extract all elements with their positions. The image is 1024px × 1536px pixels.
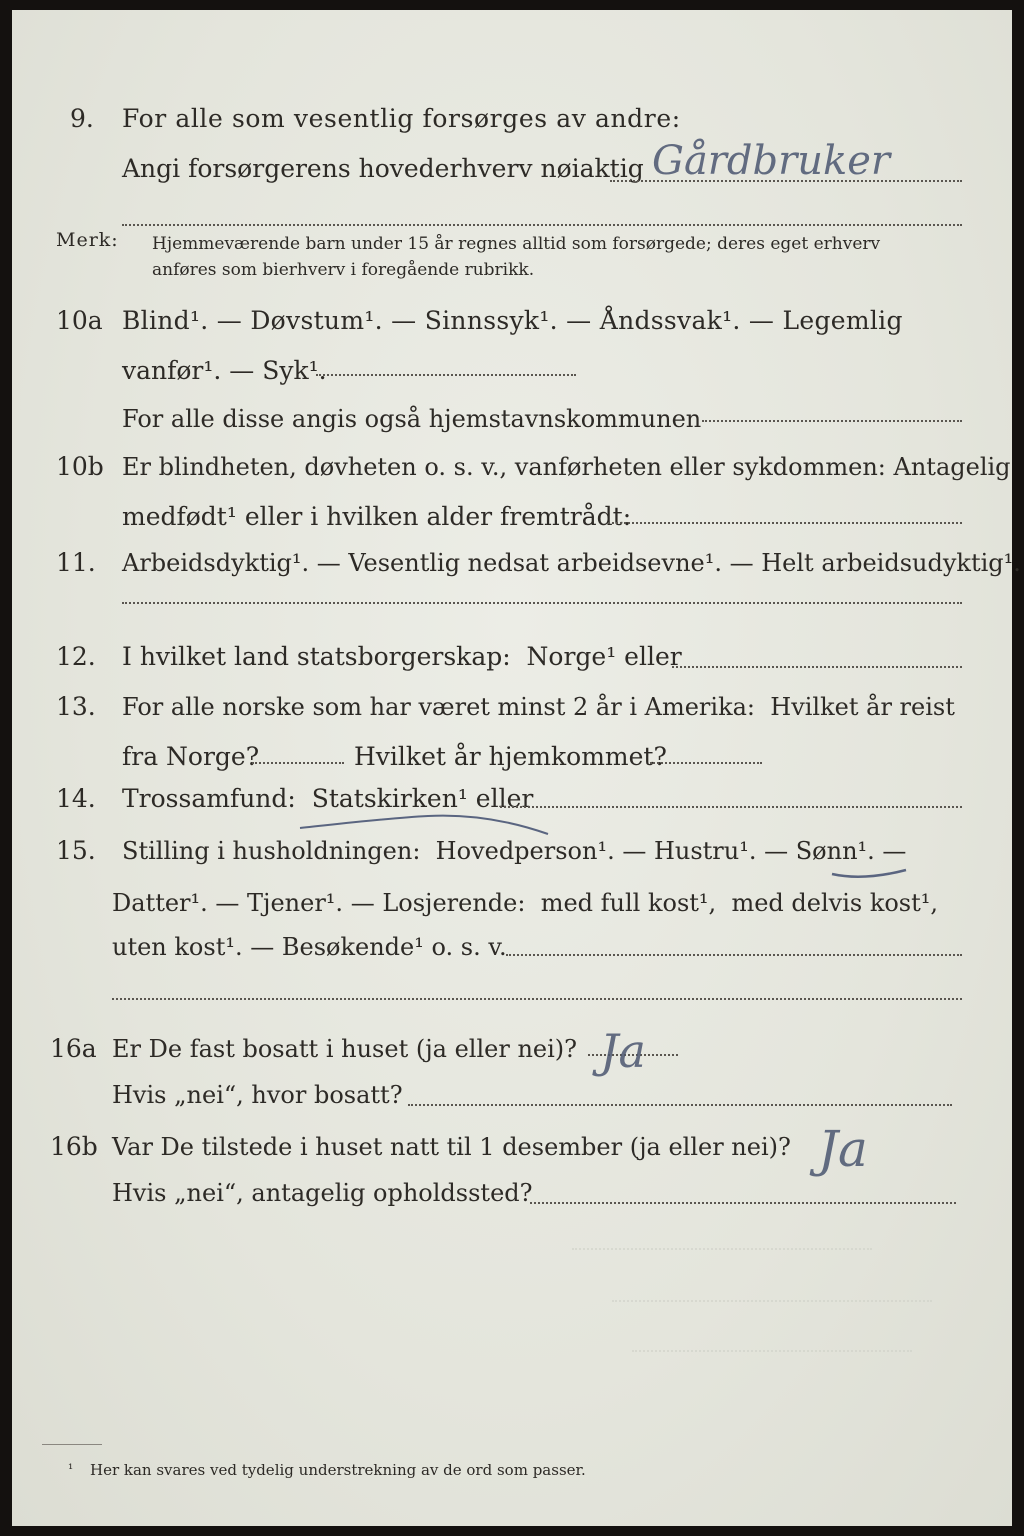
q13-number: 13. xyxy=(56,692,96,721)
q15-number: 15. xyxy=(56,836,96,865)
q16a-line2: Hvis „nei“, hvor bosatt? xyxy=(112,1081,403,1109)
merk-line2: anføres som bierhverv i foregående rubrikk. xyxy=(152,260,535,280)
q14-line1: Trossamfund: Statskirken¹ eller xyxy=(122,784,534,813)
q11-number: 11. xyxy=(56,548,96,577)
q10a-line3: For alle disse angis også hjemstavnskommunen xyxy=(122,405,702,433)
footnote-mark: ¹ xyxy=(68,1462,74,1477)
q13-line2b: Hvilket år hjemkommet? xyxy=(354,742,667,771)
merk-line1: Hjemmeværende barn under 15 år regnes alltid som forsørgede; deres eget erhverv xyxy=(152,234,881,254)
q10a-kommune-line[interactable] xyxy=(702,420,962,422)
bleed-through-mark xyxy=(572,1248,872,1250)
q12-number: 12. xyxy=(56,642,96,671)
footnote-text: Her kan svares ved tydelig understrekning av de ord som passer. xyxy=(90,1461,586,1479)
q15-line3: uten kost¹. — Besøkende¹ o. s. v. xyxy=(112,933,507,961)
q16a-bosatt-line[interactable] xyxy=(408,1104,952,1106)
q14-answer-line[interactable] xyxy=(500,806,962,808)
merk-label: Merk: xyxy=(56,229,119,251)
footnote-rule xyxy=(42,1444,102,1445)
q10b-line1: Er blindheten, døvheten o. s. v., vanførheten eller sykdommen: Antagelig xyxy=(122,453,1011,481)
q14-number: 14. xyxy=(56,784,96,813)
q13-reist-line[interactable] xyxy=(252,762,344,764)
q16a-line1: Er De fast bosatt i huset (ja eller nei)? xyxy=(112,1035,578,1063)
q10b-line2: medfødt¹ eller i hvilken alder fremtrådt: xyxy=(122,502,632,531)
q10a-syk-line[interactable] xyxy=(316,374,576,376)
q12-answer-line[interactable] xyxy=(672,666,962,668)
q15-extra-line[interactable] xyxy=(112,998,962,1000)
q9-handwritten-answer: Gårdbruker xyxy=(652,138,891,184)
q10b-number: 10b xyxy=(56,452,104,481)
q16a-handwritten-answer: Ja xyxy=(600,1024,646,1078)
q12-line1: I hvilket land statsborgerskap: Norge¹ eller xyxy=(122,642,682,671)
bleed-through-mark xyxy=(632,1350,912,1352)
q16b-number: 16b xyxy=(50,1132,98,1161)
q9-extra-line[interactable] xyxy=(122,224,962,226)
q13-hjemkommet-line[interactable] xyxy=(650,762,762,764)
q13-line1: For alle norske som har været minst 2 år i Amerika: Hvilket år reist xyxy=(122,693,955,721)
q16b-opholdssted-line[interactable] xyxy=(530,1202,956,1204)
q13-line2a: fra Norge? xyxy=(122,742,260,771)
q10b-answer-line[interactable] xyxy=(608,522,962,524)
q15-underline-sonn xyxy=(830,864,910,884)
q10a-number: 10a xyxy=(56,306,103,335)
q9-number: 9. xyxy=(70,104,94,133)
q11-extra-line[interactable] xyxy=(122,602,962,604)
q16b-handwritten-answer: Ja xyxy=(818,1120,868,1178)
q9-line1: For alle som vesentlig forsørges av andre: xyxy=(122,104,681,133)
q15-line1: Stilling i husholdningen: Hovedperson¹. — Hustru¹. — Sønn¹. — xyxy=(122,837,907,865)
q9-line2: Angi forsørgerens hovederhverv nøiaktig xyxy=(122,154,644,183)
q15-line2: Datter¹. — Tjener¹. — Losjerende: med full kost¹, med delvis kost¹, xyxy=(112,889,939,917)
q15-answer-line[interactable] xyxy=(506,954,962,956)
q16b-line1: Var De tilstede i huset natt til 1 desember (ja eller nei)? xyxy=(112,1133,791,1161)
q10a-line1: Blind¹. — Døvstum¹. — Sinnssyk¹. — Åndssvak¹. — Legemlig xyxy=(122,306,903,335)
bleed-through-mark xyxy=(612,1300,932,1302)
q11-line1: Arbeidsdyktig¹. — Vesentlig nedsat arbeidsevne¹. — Helt arbeidsudyktig¹. xyxy=(122,549,1021,577)
q16b-line2: Hvis „nei“, antagelig opholdssted? xyxy=(112,1179,533,1207)
q10a-line2: vanfør¹. — Syk¹. xyxy=(122,356,327,385)
census-form-page xyxy=(12,10,1021,1526)
q16a-number: 16a xyxy=(50,1034,97,1063)
